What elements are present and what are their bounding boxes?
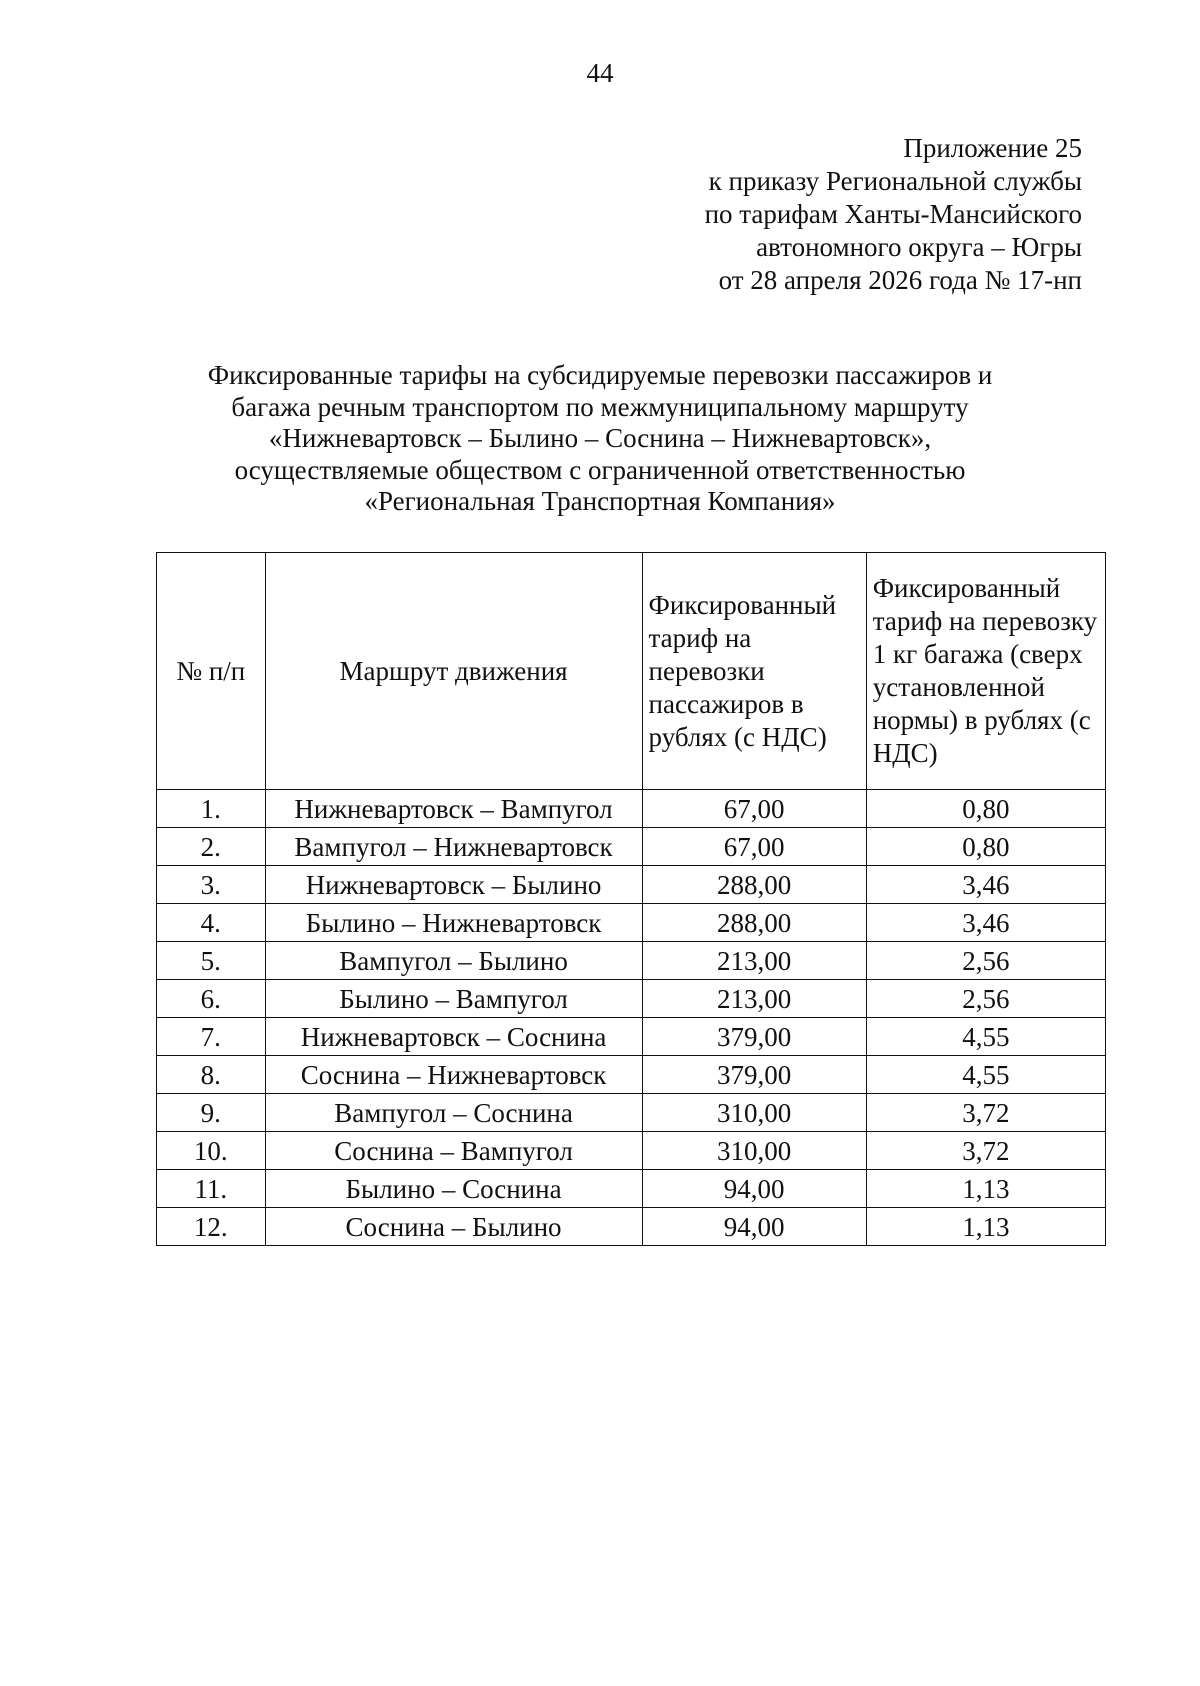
cell-baggage-tariff: 3,46 — [866, 904, 1105, 942]
cell-baggage-tariff: 3,72 — [866, 1132, 1105, 1170]
tariff-table — [156, 552, 1106, 1246]
cell-number: 1. — [157, 790, 266, 828]
cell-baggage-tariff: 4,55 — [866, 1056, 1105, 1094]
cell-baggage-tariff: 1,13 — [866, 1208, 1105, 1246]
cell-route: Соснина – Нижневартовск — [265, 1056, 642, 1094]
cell-route: Соснина – Вампугол — [265, 1132, 642, 1170]
cell-passenger-tariff: 94,00 — [642, 1208, 866, 1246]
cell-passenger-tariff: 310,00 — [642, 1094, 866, 1132]
table-row — [157, 866, 1106, 904]
cell-baggage-tariff: 2,56 — [866, 942, 1105, 980]
title-line: «Региональная Транспортная Компания» — [364, 486, 836, 516]
cell-passenger-tariff: 67,00 — [642, 790, 866, 828]
cell-number: 3. — [157, 866, 266, 904]
cell-passenger-tariff: 288,00 — [642, 904, 866, 942]
document-title — [160, 360, 1040, 518]
table-row — [157, 1208, 1106, 1246]
cell-passenger-tariff: 213,00 — [642, 980, 866, 1018]
cell-number: 7. — [157, 1018, 266, 1056]
appendix-line: Приложение 25 — [903, 133, 1082, 163]
header-baggage-tariff: Фиксированный тариф на перевозку 1 кг багажа (сверх установленной нормы) в рублях (с НДС) — [866, 553, 1105, 790]
cell-route: Нижневартовск – Былино — [265, 866, 642, 904]
cell-passenger-tariff: 379,00 — [642, 1056, 866, 1094]
appendix-line: от 28 апреля 2026 года № 17-нп — [718, 265, 1082, 295]
cell-route: Вампугол – Нижневартовск — [265, 828, 642, 866]
cell-route: Былино – Соснина — [265, 1170, 642, 1208]
table-row — [157, 828, 1106, 866]
table-row — [157, 942, 1106, 980]
appendix-line: по тарифам Ханты-Мансийского — [704, 199, 1082, 229]
cell-passenger-tariff: 310,00 — [642, 1132, 866, 1170]
cell-passenger-tariff: 288,00 — [642, 866, 866, 904]
cell-number: 12. — [157, 1208, 266, 1246]
cell-route: Вампугол – Соснина — [265, 1094, 642, 1132]
cell-passenger-tariff: 213,00 — [642, 942, 866, 980]
cell-number: 2. — [157, 828, 266, 866]
cell-passenger-tariff: 67,00 — [642, 828, 866, 866]
cell-route: Былино – Вампугол — [265, 980, 642, 1018]
table-row — [157, 904, 1106, 942]
cell-passenger-tariff: 379,00 — [642, 1018, 866, 1056]
cell-baggage-tariff: 4,55 — [866, 1018, 1105, 1056]
cell-baggage-tariff: 0,80 — [866, 828, 1105, 866]
appendix-line: автономного округа – Югры — [756, 232, 1082, 262]
cell-number: 6. — [157, 980, 266, 1018]
cell-baggage-tariff: 2,56 — [866, 980, 1105, 1018]
cell-baggage-tariff: 1,13 — [866, 1170, 1105, 1208]
cell-route: Былино – Нижневартовск — [265, 904, 642, 942]
title-line: осуществляемые обществом с ограниченной ответственностью — [234, 454, 966, 485]
title-line: Фиксированные тарифы на субсидируемые перевозки пассажиров и — [207, 360, 993, 390]
cell-baggage-tariff: 3,46 — [866, 866, 1105, 904]
appendix-line: к приказу Региональной службы — [708, 166, 1082, 196]
header-passenger-tariff: Фиксированный тариф на перевозки пассажиров в рублях (с НДС) — [642, 553, 866, 790]
header-route: Маршрут движения — [265, 553, 642, 790]
page-number: 44 — [586, 58, 614, 88]
cell-number: 10. — [157, 1132, 266, 1170]
appendix-block — [705, 132, 1082, 297]
table-row — [157, 1056, 1106, 1094]
cell-number: 9. — [157, 1094, 266, 1132]
table-body — [157, 790, 1106, 1246]
cell-number: 8. — [157, 1056, 266, 1094]
table-row — [157, 1018, 1106, 1056]
cell-route: Нижневартовск – Соснина — [265, 1018, 642, 1056]
cell-route: Соснина – Былино — [265, 1208, 642, 1246]
table-row — [157, 790, 1106, 828]
cell-baggage-tariff: 3,72 — [866, 1094, 1105, 1132]
table-header-row — [157, 553, 1106, 790]
table-row — [157, 1094, 1106, 1132]
table-row — [157, 1170, 1106, 1208]
header-number: № п/п — [157, 553, 266, 790]
cell-route: Вампугол – Былино — [265, 942, 642, 980]
cell-number: 4. — [157, 904, 266, 942]
cell-number: 5. — [157, 942, 266, 980]
table-row — [157, 980, 1106, 1018]
cell-baggage-tariff: 0,80 — [866, 790, 1105, 828]
cell-route: Нижневартовск – Вампугол — [265, 790, 642, 828]
title-line: «Нижневартовск – Былино – Соснина – Нижневартовск», — [268, 423, 932, 453]
table-row — [157, 1132, 1106, 1170]
cell-passenger-tariff: 94,00 — [642, 1170, 866, 1208]
cell-number: 11. — [157, 1170, 266, 1208]
title-line: багажа речным транспортом по межмуниципальному маршруту — [231, 391, 969, 422]
